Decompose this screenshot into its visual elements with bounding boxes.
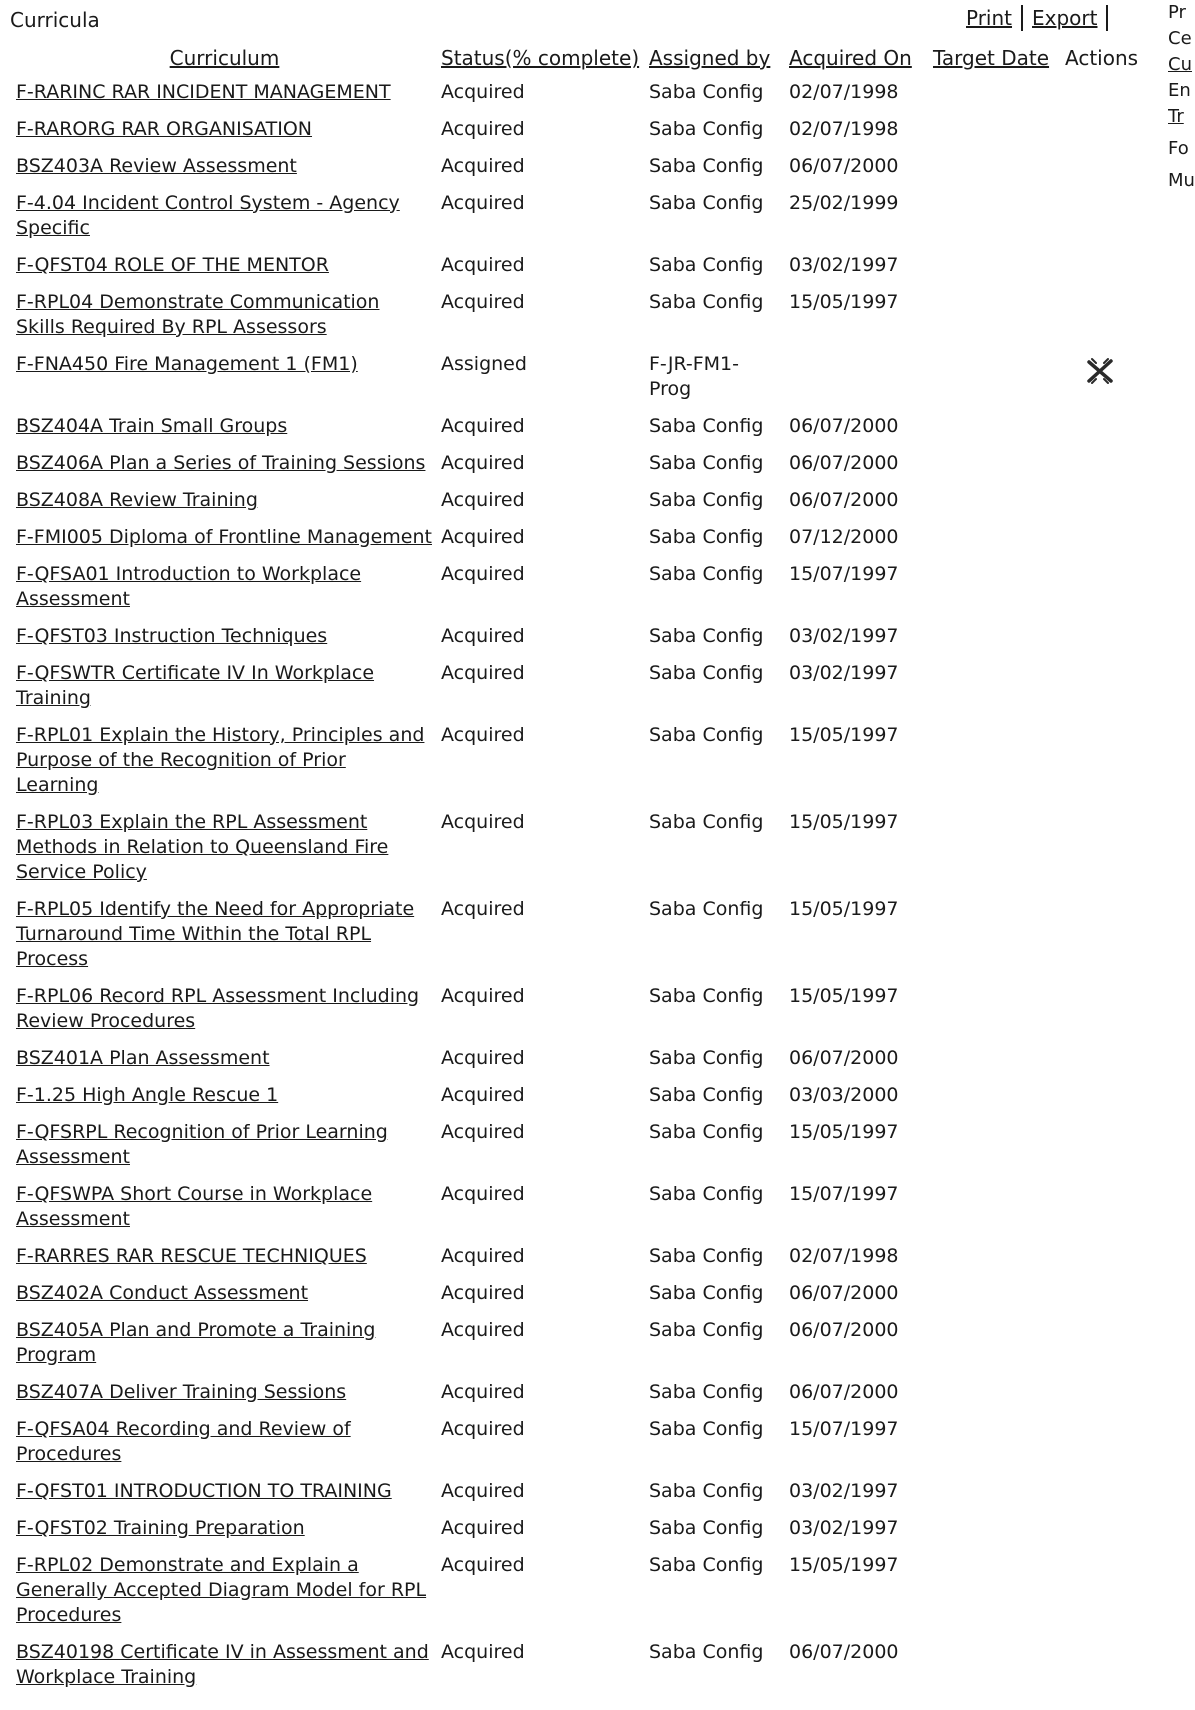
- curriculum-link[interactable]: F-QFSWPA Short Course in Workplace Assessment: [16, 1183, 373, 1230]
- curriculum-cell: [12, 893, 437, 980]
- target-date-cell: [929, 1512, 1061, 1549]
- assigned-by-cell: Saba Config: [649, 1554, 764, 1576]
- status-cell: Acquired: [441, 526, 525, 548]
- curriculum-cell: [12, 286, 437, 348]
- target-date-cell: [929, 558, 1061, 620]
- curriculum-link[interactable]: BSZ40198 Certificate IV in Assessment and Workplace Training: [16, 1641, 429, 1688]
- assigned-by-cell: Saba Config: [649, 1480, 764, 1502]
- status-cell: Acquired: [441, 1319, 525, 1341]
- assigned-by-cell: Saba Config: [649, 724, 764, 746]
- curriculum-link[interactable]: F-RPL05 Identify the Need for Appropriate Turnaround Time Within the Total RPL Process: [16, 898, 415, 970]
- status-cell: Acquired: [441, 1282, 525, 1304]
- assigned-by-cell: Saba Config: [649, 192, 764, 214]
- acquired-on-cell: 15/05/1997: [789, 811, 899, 833]
- assigned-by-cell: Saba Config: [649, 1517, 764, 1539]
- assigned-by-cell: Saba Config: [649, 254, 764, 276]
- curriculum-cell: [12, 719, 437, 806]
- acquired-on-cell: 15/05/1997: [789, 985, 899, 1007]
- actions-cell: [1061, 893, 1159, 980]
- status-cell: Acquired: [441, 662, 525, 684]
- curriculum-cell: [12, 447, 437, 484]
- side-nav-link[interactable]: Cu: [1168, 54, 1192, 75]
- actions-cell: [1061, 719, 1159, 806]
- actions-cell: [1061, 1042, 1159, 1079]
- actions-cell: [1061, 447, 1159, 484]
- actions-cell: [1061, 1240, 1159, 1277]
- assigned-by-cell: Saba Config: [649, 1121, 764, 1143]
- column-header-acquired-on[interactable]: Acquired On: [789, 46, 912, 70]
- assigned-by-cell: Saba Config: [649, 81, 764, 103]
- assigned-by-cell: Saba Config: [649, 1047, 764, 1069]
- curriculum-link[interactable]: BSZ404A Train Small Groups: [16, 415, 288, 437]
- curriculum-link[interactable]: F-RPL01 Explain the History, Principles and Purpose of the Recognition of Prior Learning: [16, 724, 425, 796]
- side-nav-item[interactable]: Ce: [1168, 28, 1192, 49]
- acquired-on-cell: 15/07/1997: [789, 563, 899, 585]
- actions-cell: [1061, 76, 1159, 113]
- curriculum-link[interactable]: BSZ402A Conduct Assessment: [16, 1282, 309, 1304]
- acquired-on-cell: 06/07/2000: [789, 489, 899, 511]
- actions-cell: [1061, 1314, 1159, 1376]
- target-date-cell: [929, 1240, 1061, 1277]
- actions-cell: [1061, 1376, 1159, 1413]
- side-nav: [1168, 0, 1195, 194]
- assigned-by-cell: Saba Config: [649, 489, 764, 511]
- table-row: [12, 620, 1159, 657]
- status-cell: Acquired: [441, 155, 525, 177]
- actions-cell: [1061, 1512, 1159, 1549]
- acquired-on-cell: 07/12/2000: [789, 526, 899, 548]
- curriculum-link[interactable]: BSZ407A Deliver Training Sessions: [16, 1381, 347, 1403]
- assigned-by-cell: Saba Config: [649, 452, 764, 474]
- assigned-by-cell: Saba Config: [649, 898, 764, 920]
- curriculum-cell: [12, 1079, 437, 1116]
- curriculum-link[interactable]: F-QFST01 INTRODUCTION TO TRAINING: [16, 1480, 392, 1502]
- assigned-by-cell: Saba Config: [649, 1084, 764, 1106]
- status-cell: Acquired: [441, 898, 525, 920]
- table-row: [12, 1314, 1159, 1376]
- curriculum-link[interactable]: F-QFST04 ROLE OF THE MENTOR: [16, 254, 329, 276]
- curriculum-cell: [12, 1314, 437, 1376]
- target-date-cell: [929, 1277, 1061, 1314]
- actions-cell: [1061, 1079, 1159, 1116]
- curriculum-link[interactable]: F-4.04 Incident Control System - Agency Specific: [16, 192, 400, 239]
- curriculum-link[interactable]: F-RPL02 Demonstrate and Explain a Generally Accepted Diagram Model for RPL Procedures: [16, 1554, 427, 1626]
- curriculum-link[interactable]: F-RARRES RAR RESCUE TECHNIQUES: [16, 1245, 367, 1267]
- export-link[interactable]: Export: [1032, 6, 1098, 30]
- curriculum-cell: [12, 113, 437, 150]
- assigned-by-cell: Saba Config: [649, 811, 764, 833]
- actions-cell: [1061, 1636, 1159, 1698]
- curriculum-link[interactable]: BSZ405A Plan and Promote a Training Program: [16, 1319, 376, 1366]
- status-cell: Acquired: [441, 1554, 525, 1576]
- table-row: [12, 1413, 1159, 1475]
- assigned-by-cell: Saba Config: [649, 1183, 764, 1205]
- target-date-cell: [929, 719, 1061, 806]
- curriculum-cell: [12, 1636, 437, 1698]
- acquired-on-cell: 06/07/2000: [789, 155, 899, 177]
- acquired-on-cell: 15/05/1997: [789, 1554, 899, 1576]
- target-date-cell: [929, 1042, 1061, 1079]
- acquired-on-cell: 03/02/1997: [789, 254, 899, 276]
- toolbar-divider: [1021, 5, 1023, 31]
- actions-cell: [1061, 410, 1159, 447]
- actions-cell: [1061, 484, 1159, 521]
- curriculum-cell: [12, 410, 437, 447]
- curriculum-link[interactable]: F-QFSA04 Recording and Review of Procedures: [16, 1418, 351, 1465]
- status-cell: Acquired: [441, 563, 525, 585]
- side-nav-link[interactable]: Tr: [1168, 106, 1184, 127]
- acquired-on-cell: 15/07/1997: [789, 1418, 899, 1440]
- target-date-cell: [929, 1475, 1061, 1512]
- table-row: [12, 150, 1159, 187]
- curriculum-cell: [12, 1116, 437, 1178]
- toolbar-divider: [1106, 5, 1108, 31]
- status-cell: Acquired: [441, 1084, 525, 1106]
- curriculum-link[interactable]: F-QFSA01 Introduction to Workplace Assessment: [16, 563, 362, 610]
- acquired-on-cell: 03/03/2000: [789, 1084, 899, 1106]
- target-date-cell: [929, 1116, 1061, 1178]
- status-cell: Acquired: [441, 811, 525, 833]
- print-link[interactable]: Print: [966, 6, 1013, 30]
- assigned-by-cell: Saba Config: [649, 291, 764, 313]
- assigned-by-cell: Saba Config: [649, 155, 764, 177]
- curriculum-link[interactable]: F-FMI005 Diploma of Frontline Management: [16, 526, 432, 548]
- column-header-assigned-by[interactable]: Assigned by: [649, 46, 771, 70]
- actions-cell: [1061, 1413, 1159, 1475]
- target-date-cell: [929, 620, 1061, 657]
- acquired-on-cell: 02/07/1998: [789, 118, 899, 140]
- curriculum-cell: [12, 1376, 437, 1413]
- side-nav-item[interactable]: Pr: [1168, 2, 1186, 23]
- status-cell: Acquired: [441, 1183, 525, 1205]
- actions-cell: [1061, 286, 1159, 348]
- actions-cell: [1061, 113, 1159, 150]
- table-row: [12, 1277, 1159, 1314]
- assigned-by-cell: Saba Config: [649, 1319, 764, 1341]
- acquired-on-cell: 15/05/1997: [789, 1121, 899, 1143]
- status-cell: Acquired: [441, 1641, 525, 1663]
- acquired-on-cell: 15/05/1997: [789, 724, 899, 746]
- status-cell: Acquired: [441, 1121, 525, 1143]
- curriculum-link[interactable]: BSZ403A Review Assessment: [16, 155, 297, 177]
- curriculum-link[interactable]: BSZ406A Plan a Series of Training Sessions: [16, 452, 426, 474]
- target-date-cell: [929, 1376, 1061, 1413]
- table-row: [12, 806, 1159, 893]
- curriculum-link[interactable]: F-QFSRPL Recognition of Prior Learning Assessment: [16, 1121, 388, 1168]
- table-row: [12, 76, 1159, 113]
- curriculum-link[interactable]: F-1.25 High Angle Rescue 1: [16, 1084, 279, 1106]
- acquired-on-cell: 03/02/1997: [789, 1480, 899, 1502]
- acquired-on-cell: 03/02/1997: [789, 1517, 899, 1539]
- target-date-cell: [929, 410, 1061, 447]
- curriculum-cell: [12, 150, 437, 187]
- acquired-on-cell: 06/07/2000: [789, 415, 899, 437]
- target-date-cell: [929, 286, 1061, 348]
- curriculum-cell: [12, 348, 437, 410]
- table-row: [12, 187, 1159, 249]
- actions-cell: [1061, 806, 1159, 893]
- curriculum-link[interactable]: F-RPL03 Explain the RPL Assessment Methods in Relation to Queensland Fire Service Policy: [16, 811, 389, 883]
- column-header-actions: Actions: [1065, 46, 1139, 70]
- target-date-cell: [929, 1413, 1061, 1475]
- curriculum-cell: [12, 620, 437, 657]
- acquired-on-cell: [785, 348, 929, 410]
- status-cell: Acquired: [441, 1047, 525, 1069]
- acquired-on-cell: 06/07/2000: [789, 452, 899, 474]
- target-date-cell: [929, 1079, 1061, 1116]
- assigned-by-cell: Saba Config: [649, 118, 764, 140]
- assigned-by-cell: Saba Config: [649, 1282, 764, 1304]
- assigned-by-cell: F-JR-FM1-Prog: [649, 353, 739, 400]
- assigned-by-cell: Saba Config: [649, 1245, 764, 1267]
- curricula-table: [12, 42, 1159, 1698]
- curriculum-link[interactable]: F-FNA450 Fire Management 1 (FM1): [16, 353, 358, 375]
- curriculum-cell: [12, 1240, 437, 1277]
- table-row: [12, 1116, 1159, 1178]
- curriculum-cell: [12, 187, 437, 249]
- curriculum-link[interactable]: F-RARINC RAR INCIDENT MANAGEMENT: [16, 81, 391, 103]
- table-row: [12, 719, 1159, 806]
- target-date-cell: [929, 484, 1061, 521]
- status-cell: Acquired: [441, 415, 525, 437]
- table-row: [12, 348, 1159, 410]
- table-row: [12, 1475, 1159, 1512]
- table-row: [12, 484, 1159, 521]
- status-cell: Acquired: [441, 985, 525, 1007]
- table-row: [12, 1178, 1159, 1240]
- target-date-cell: [929, 1178, 1061, 1240]
- target-date-cell: [929, 657, 1061, 719]
- table-header-row: [12, 42, 1159, 76]
- curriculum-link[interactable]: F-QFSWTR Certificate IV In Workplace Training: [16, 662, 375, 709]
- actions-cell: [1061, 980, 1159, 1042]
- target-date-cell: [929, 1549, 1061, 1636]
- assigned-by-cell: Saba Config: [649, 625, 764, 647]
- table-row: [12, 249, 1159, 286]
- status-cell: Acquired: [441, 625, 525, 647]
- status-cell: Acquired: [441, 1480, 525, 1502]
- assigned-by-cell: Saba Config: [649, 415, 764, 437]
- curriculum-link[interactable]: BSZ408A Review Training: [16, 489, 258, 511]
- column-header-curriculum[interactable]: Curriculum: [169, 46, 280, 70]
- status-cell: Acquired: [441, 452, 525, 474]
- side-nav-item[interactable]: Mu: [1168, 170, 1195, 191]
- side-nav-item[interactable]: En: [1168, 80, 1191, 101]
- actions-cell: [1061, 187, 1159, 249]
- target-date-cell: [929, 76, 1061, 113]
- acquired-on-cell: 02/07/1998: [789, 81, 899, 103]
- curriculum-cell: [12, 1413, 437, 1475]
- toolbar: [966, 5, 1117, 31]
- target-date-cell: [929, 1636, 1061, 1698]
- curriculum-link[interactable]: F-RARORG RAR ORGANISATION: [16, 118, 313, 140]
- curriculum-cell: [12, 1512, 437, 1549]
- assigned-by-cell: Saba Config: [649, 1381, 764, 1403]
- actions-cell: [1061, 1475, 1159, 1512]
- status-cell: Acquired: [441, 1418, 525, 1440]
- curriculum-cell: [12, 980, 437, 1042]
- side-nav-item[interactable]: Fo: [1168, 138, 1189, 159]
- assigned-by-cell: Saba Config: [649, 662, 764, 684]
- status-cell: Acquired: [441, 1245, 525, 1267]
- acquired-on-cell: 06/07/2000: [789, 1641, 899, 1663]
- curriculum-cell: [12, 521, 437, 558]
- status-cell: Acquired: [441, 489, 525, 511]
- table-row: [12, 521, 1159, 558]
- status-cell: Acquired: [441, 291, 525, 313]
- curriculum-link[interactable]: F-QFST02 Training Preparation: [16, 1517, 305, 1539]
- column-header-target-date[interactable]: Target Date: [933, 46, 1050, 70]
- actions-cell: [1061, 1178, 1159, 1240]
- curriculum-cell: [12, 558, 437, 620]
- actions-cell: [1061, 1277, 1159, 1314]
- table-row: [12, 447, 1159, 484]
- target-date-cell: [929, 113, 1061, 150]
- drop-x-icon[interactable]: [1083, 354, 1117, 388]
- curriculum-link[interactable]: F-RPL04 Demonstrate Communication Skills Required By RPL Assessors: [16, 291, 380, 338]
- table-row: [12, 893, 1159, 980]
- curriculum-link[interactable]: F-RPL06 Record RPL Assessment Including Review Procedures: [16, 985, 420, 1032]
- column-header-status[interactable]: Status(% complete): [441, 46, 640, 70]
- acquired-on-cell: 06/07/2000: [789, 1282, 899, 1304]
- target-date-cell: [929, 187, 1061, 249]
- target-date-cell: [929, 893, 1061, 980]
- actions-cell: [1061, 150, 1159, 187]
- target-date-cell: [929, 249, 1061, 286]
- target-date-cell: [929, 348, 1061, 410]
- curriculum-cell: [12, 1277, 437, 1314]
- assigned-by-cell: Saba Config: [649, 1418, 764, 1440]
- actions-cell: [1061, 558, 1159, 620]
- table-row: [12, 558, 1159, 620]
- status-cell: Acquired: [441, 118, 525, 140]
- curriculum-cell: [12, 484, 437, 521]
- table-row: [12, 1636, 1159, 1698]
- status-cell: Acquired: [441, 254, 525, 276]
- page-title: Curricula: [10, 8, 100, 32]
- table-row: [12, 410, 1159, 447]
- actions-cell: [1061, 620, 1159, 657]
- assigned-by-cell: Saba Config: [649, 1641, 764, 1663]
- actions-cell: [1061, 1116, 1159, 1178]
- table-row: [12, 113, 1159, 150]
- status-cell: Acquired: [441, 724, 525, 746]
- curriculum-link[interactable]: BSZ401A Plan Assessment: [16, 1047, 270, 1069]
- curriculum-cell: [12, 657, 437, 719]
- table-row: [12, 1549, 1159, 1636]
- acquired-on-cell: 03/02/1997: [789, 625, 899, 647]
- target-date-cell: [929, 980, 1061, 1042]
- acquired-on-cell: 06/07/2000: [789, 1047, 899, 1069]
- assigned-by-cell: Saba Config: [649, 563, 764, 585]
- curriculum-cell: [12, 806, 437, 893]
- table-row: [12, 657, 1159, 719]
- actions-cell: [1061, 1549, 1159, 1636]
- curriculum-cell: [12, 1178, 437, 1240]
- curriculum-cell: [12, 1549, 437, 1636]
- target-date-cell: [929, 521, 1061, 558]
- actions-cell: [1061, 657, 1159, 719]
- curriculum-cell: [12, 1475, 437, 1512]
- curriculum-cell: [12, 76, 437, 113]
- status-cell: Acquired: [441, 1381, 525, 1403]
- table-row: [12, 1240, 1159, 1277]
- table-row: [12, 286, 1159, 348]
- acquired-on-cell: 06/07/2000: [789, 1319, 899, 1341]
- actions-cell: [1061, 348, 1159, 410]
- acquired-on-cell: 02/07/1998: [789, 1245, 899, 1267]
- curriculum-cell: [12, 249, 437, 286]
- acquired-on-cell: 25/02/1999: [789, 192, 899, 214]
- target-date-cell: [929, 150, 1061, 187]
- status-cell: Acquired: [441, 1517, 525, 1539]
- table-row: [12, 1376, 1159, 1413]
- acquired-on-cell: 15/07/1997: [789, 1183, 899, 1205]
- status-cell: Acquired: [441, 192, 525, 214]
- acquired-on-cell: 15/05/1997: [789, 291, 899, 313]
- curriculum-link[interactable]: F-QFST03 Instruction Techniques: [16, 625, 328, 647]
- acquired-on-cell: 06/07/2000: [789, 1381, 899, 1403]
- table-row: [12, 1079, 1159, 1116]
- assigned-by-cell: Saba Config: [649, 526, 764, 548]
- assigned-by-cell: Saba Config: [649, 985, 764, 1007]
- table-row: [12, 1042, 1159, 1079]
- status-cell: Acquired: [441, 81, 525, 103]
- table-row: [12, 980, 1159, 1042]
- curriculum-cell: [12, 1042, 437, 1079]
- status-cell: Assigned: [441, 353, 527, 375]
- target-date-cell: [929, 1314, 1061, 1376]
- acquired-on-cell: 15/05/1997: [789, 898, 899, 920]
- target-date-cell: [929, 806, 1061, 893]
- table-row: [12, 1512, 1159, 1549]
- actions-cell: [1061, 249, 1159, 286]
- target-date-cell: [929, 447, 1061, 484]
- acquired-on-cell: 03/02/1997: [789, 662, 899, 684]
- actions-cell: [1061, 521, 1159, 558]
